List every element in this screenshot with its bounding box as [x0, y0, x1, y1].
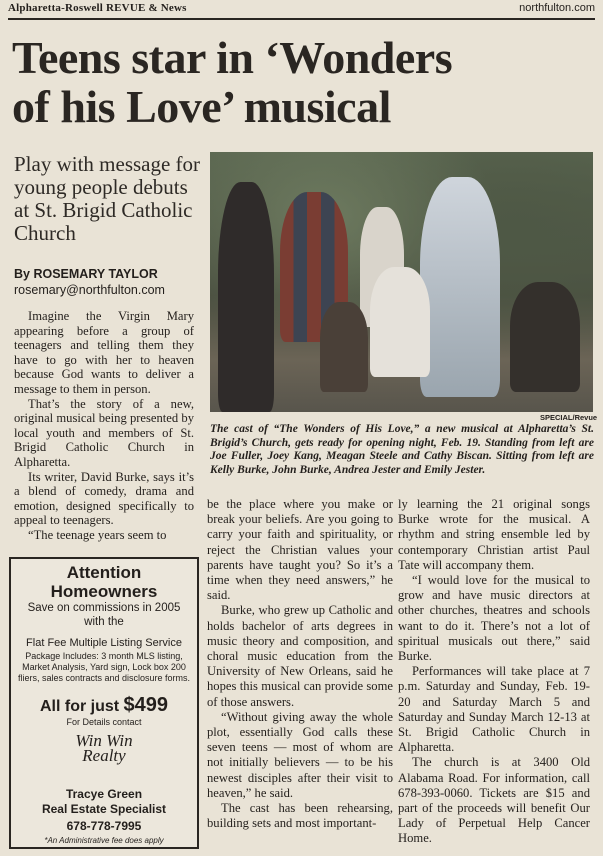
paragraph: Performances will take place at 7 p.m. Saturday and Sunday, Feb. 19-20 and Saturday March 5 and Saturday and Sunday March 12-13 at St. Brigid Catholic Church in Alpharetta.	[398, 664, 590, 755]
site-url[interactable]: northfulton.com	[519, 2, 595, 14]
article-column-3	[398, 497, 590, 847]
ad-heading-line-2: Homeowners	[50, 582, 158, 601]
headline-line-2: of his Love’ musical	[12, 81, 391, 132]
photo-figure	[370, 267, 430, 377]
ad-service: Flat Fee Multiple Listing Service	[26, 637, 182, 649]
paragraph: be the place where you make or break your beliefs. Are you going to carry your faith and spirituality, or reject the Christian values your parents have taught you? So it’s a time when they need answers,” he said.	[207, 497, 393, 603]
masthead	[8, 2, 595, 20]
paragraph: That’s the story of a new, original musical being presented by local youth and members of St. Brigid Catholic Church in Alpharetta.	[14, 396, 194, 469]
headline-line-1: Teens star in ‘Wonders	[12, 32, 453, 83]
paragraph: ly learning the 21 original songs Burke wrote for the musical. A rhythm and string ensemble led by contemporary Christian artist Paul Tate will accompany them.	[398, 497, 590, 572]
ad-heading	[11, 563, 197, 601]
article-column-2	[207, 497, 393, 831]
paragraph: “Without giving away the whole plot, essentially God calls these seven teens — most of whom are not initially believers — to be his newest disciples after their visit to heaven,” he said.	[207, 709, 393, 800]
article-column-1	[14, 309, 194, 543]
photo-figure	[420, 177, 500, 397]
photo-credit: SPECIAL/Revue	[540, 413, 598, 422]
win-win-realty-logo: Win Win Realty	[75, 731, 133, 765]
ad-phone[interactable]: 678-778-7995	[66, 819, 142, 833]
agent-title: Real Estate Specialist	[41, 802, 167, 816]
paragraph: Burke, who grew up Catholic and holds bachelor of arts degrees in music theory and composition, and choral music education from the University of New Orleans, said he hopes this musical can provide some of those answers.	[207, 603, 393, 709]
ad-details: For Details contact	[66, 717, 142, 727]
photo-figure	[320, 302, 368, 392]
author-name: By ROSEMARY TAYLOR	[14, 267, 158, 281]
ad-heading-line-1: Attention	[66, 563, 142, 582]
subheadline: Play with message for young people debuts at St. Brigid Catholic Church	[14, 152, 201, 245]
paragraph: “I would love for the musical to grow and have music directors at other churches, theatres and schools want to do it. There’s not a lot of spiritual musicals out there,” said Burke.	[398, 573, 590, 664]
paragraph: Its writer, David Burke, says it’s a blend of comedy, drama and emotion, designed specifically to appeal to teenagers.	[14, 469, 194, 528]
ad-package: Package Includes: 3 month MLS listing, Market Analysis, Yard sign, Lock box 200 fliers, sales contracts and disclosure forms.	[17, 651, 191, 683]
cast-photo	[210, 152, 593, 412]
author-email[interactable]: rosemary@northfulton.com	[14, 283, 165, 297]
ad-fee-note: *An Administrative fee does apply	[44, 836, 164, 845]
real-estate-ad[interactable]	[9, 557, 199, 849]
agent-name: Tracye Green	[65, 787, 143, 801]
ad-savings: Save on commissions in 2005	[27, 602, 181, 614]
ad-price-value: $499	[123, 694, 169, 716]
photo-figure	[218, 182, 274, 412]
ad-price	[11, 694, 197, 717]
byline	[14, 266, 209, 298]
paragraph: Imagine the Virgin Mary appearing before a group of teenagers and telling them they have to go with her to heaven because God wants to deliver a message to them in person.	[14, 309, 194, 396]
ad-price-prefix: All for just	[39, 698, 120, 715]
photo-figure	[510, 282, 580, 392]
paragraph: The cast has been rehearsing, building sets and most important-	[207, 801, 393, 831]
paper-name: Alpharetta-Roswell REVUE & News	[8, 2, 187, 14]
paragraph: “The teenage years seem to	[28, 527, 167, 542]
headline	[12, 33, 602, 131]
photo-caption: The cast of “The Wonders of His Love,” a new musical at Alpharetta’s St. Brigid’s Church, gets ready for opening night, Feb. 19. Standing from left are Joe Fuller, Joey Kang, Meagan Steele and Cathy Biscan. Sitting from left are Kelly Burke, John Burke, Andrea Jester and Emily Jester.	[210, 423, 594, 476]
ad-with-the: with the	[84, 616, 124, 628]
paragraph: The church is at 3400 Old Alabama Road. For information, call 678-393-0060. Tickets are $15 and part of the proceeds will benefit Our Lady of Perpetual Help Cancer Home.	[398, 755, 590, 846]
ad-agent	[11, 787, 197, 817]
